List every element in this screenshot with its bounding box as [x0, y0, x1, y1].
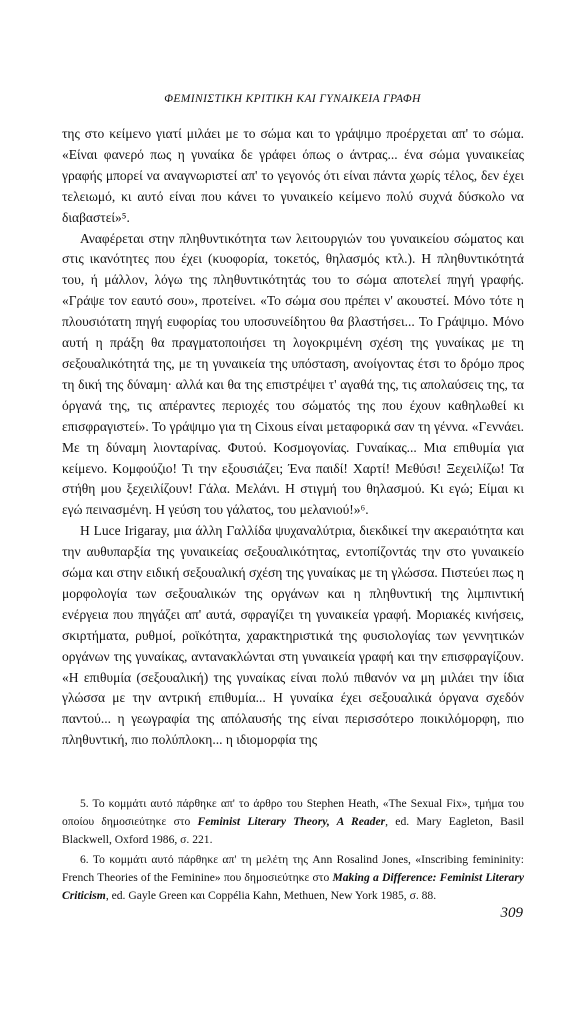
footnote-5-text: 5. Το κομμάτι αυτό πάρθηκε απ' το άρθρο του Stephen Heath, «The Sexual Fix», τμήμα του οποίου δημοσιεύτηκε στο [62, 797, 524, 828]
running-head: ΦΕΜΙΝΙΣΤΙΚΗ ΚΡΙΤΙΚΗ ΚΑΙ ΓΥΝΑΙΚΕΙΑ ΓΡΑΦΗ [164, 93, 421, 105]
footnote-6-publication: , ed. Gayle Green και Coppélia Kahn, Methuen, New York 1985, σ. 88. [105, 889, 437, 902]
body-text [62, 124, 524, 751]
paragraph-cixous-body: Αναφέρεται στην πληθυντικότητα των λειτουργιών του γυναικείου σώματος και στις ικανότητες που έχει (κυοφορία, τοκετός, θηλασμός κτλ.). Η πληθυντικότητά του, ή μάλλον, λόγω της πληθυντικότητάς του το σώμα αποτελεί πηγή γραφής. «Γράψε τον εαυτό σου», προτείνει. «Το σώμα σου πρέπει ν' ακουστεί. Μόνο τότε η πλουσιότατη πηγή ευφορίας του υποσυνείδητου θα βλαστήσει... Το Γράψιμο. Μόνο αυτή η πράξη θα πραγματοποιήσει τη λογοκριμένη σχέση της γυναίκας με τη σεξουαλικότητά της, με τη γυναικεία της υπόσταση, ανοίγοντας έτσι το δρόμο προς τη δική της δύναμη· αλλά και θα της επιστρέψει τ' αγαθά της, τις απολαύσεις της, τα όργανά της, τις απέραντες περιοχές του σώματός της που έχουν καθηλωθεί κι επισφραγιστεί». Το γράψιμο για τη Cixous είναι μεταφορικά σαν τη γέννα. «Γεννάει. Με τη δύναμη λιονταρίνας. Φυτού. Κοσμογονίας. Γυναίκας... Μια επιθυμία για κείμενο. Κομφούζιο! Τι την εξουσιάζει; Ένα παιδί! Χαρτί! Μεθύσι! Ξεχειλίζω! Τα στήθη μου ξεχειλίζουν! Γάλα. Μελάνι. Η στιγμή του θηλασμού. Κι εγώ; Είμαι κι εγώ πεινασμένη. Η γεύση του γάλατος, του μελανιού!»⁶. [62, 230, 524, 518]
footnote-6 [62, 851, 524, 905]
footnote-6-text: 6. Το κομμάτι αυτό πάρθηκε απ' τη μελέτη της Ann Rosalind Jones, «Inscribing femininity: French Theories of the Feminine» που δημοσιεύτηκε στο [62, 853, 524, 884]
page-number: 309 [500, 905, 523, 921]
footnote-5 [62, 795, 524, 849]
paragraph-irigaray: Η Luce Irigaray, μια άλλη Γαλλίδα ψυχαναλύτρια, διεκδικεί την ακεραιότητα και την αυθυπαρξία της γυναικείας σεξουαλικότητας, εντοπίζοντάς την στο γυναικείο σώμα και στην ειδική σεξουαλική σχέση της γυναίκας με τη γλώσσα. Πιστεύει πως η μορφολογία των σεξουαλικών της οργάνων και η πληθυντική της λιμπιντική ενέργεια που πηγάζει απ' αυτά, σφραγίζει τη γυναικεία γραφή. Μοριακές κινήσεις, σκιρτήματα, ρυθμοί, ροϊκότητα, χαρακτηριστικά της φυσιολογίας των γεννητικών οργάνων της γυναίκας, αντανακλώνται στη γυναικεία γραφή και την επισφραγίζουν. «Η επιθυμία (σεξουαλική) της γυναίκας είναι πολύ πιθανόν να μη μιλάει την ίδια γλώσσα με την αντρική επιθυμία... Η γυναίκα έχει σεξουαλικά όργανα σχεδόν παντού... η γεωγραφία της απόλαυσής της είναι περισσότερο ποικιλόμορφη, πιο πληθυντική, πιο πολύπλοκη... η ιδιομορφία της [62, 523, 524, 748]
footnote-5-title: Feminist Literary Theory, A Reader [197, 815, 386, 828]
footnote-6-title: Making a Difference: Feminist Literary Criticism [62, 871, 524, 902]
footnote-5-publication: , ed. Mary Eagleton, Basil Blackwell, Oxford 1986, σ. 221. [62, 815, 524, 846]
footnotes [62, 795, 524, 907]
paragraph-continuation: της στο κείμενο γιατί μιλάει με το σώμα και το γράψιμο προέρχεται απ' το σώμα. «Είναι φανερό πως η γυναίκα δε γράφει όπως ο άντρας... ένα σώμα γυναικείας γραφής μπορεί να αναγνωριστεί απ' το γεγονός ότι είναι πάντα χωρίς τέλος, δεν έχει τελειωμό, κι αυτό είναι που κάνει το γυναικείο κείμενο πολύ συχνά δύσκολο να διαβαστεί»⁵. [62, 126, 524, 225]
